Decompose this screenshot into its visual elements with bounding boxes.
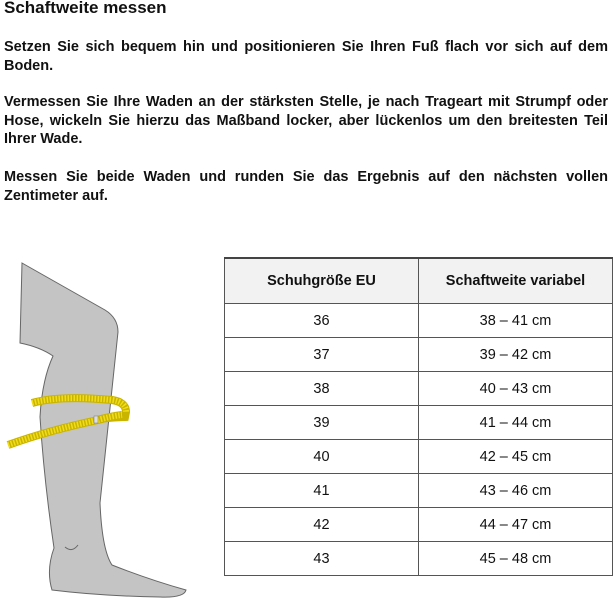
width-cell: 40 – 43 cm xyxy=(419,372,613,406)
instruction-2: Vermessen Sie Ihre Waden an der stärksten Stelle, je nach Trageart mit Strumpf oder Hose, wickeln Sie hierzu das Maßband locker, aber lückenlos um den breitesten Teil Ihrer Wade. xyxy=(4,94,608,147)
leg-measuring-illustration xyxy=(0,250,220,600)
size-cell: 37 xyxy=(225,338,419,372)
table-row xyxy=(225,474,613,508)
width-cell: 44 – 47 cm xyxy=(419,508,613,542)
size-cell: 40 xyxy=(225,440,419,474)
table-row xyxy=(225,304,613,338)
width-cell: 43 – 46 cm xyxy=(419,474,613,508)
table-row xyxy=(225,440,613,474)
table-row xyxy=(225,542,613,576)
instruction-1: Setzen Sie sich bequem hin und positionieren Sie Ihren Fuß flach vor sich auf dem Boden. xyxy=(4,39,608,74)
page-title: Schaftweite messen xyxy=(4,0,167,17)
table-row xyxy=(225,372,613,406)
width-cell: 45 – 48 cm xyxy=(419,542,613,576)
table-row xyxy=(225,406,613,440)
header-shaft-width: Schaftweite variabel xyxy=(419,258,613,304)
size-cell: 36 xyxy=(225,304,419,338)
width-cell: 42 – 45 cm xyxy=(419,440,613,474)
size-table xyxy=(224,257,613,576)
size-cell: 42 xyxy=(225,508,419,542)
size-cell: 38 xyxy=(225,372,419,406)
table-row xyxy=(225,338,613,372)
size-cell: 43 xyxy=(225,542,419,576)
table-row xyxy=(225,508,613,542)
instruction-3: Messen Sie beide Waden und runden Sie das Ergebnis auf den nächsten vollen Zentimeter auf. xyxy=(4,169,608,204)
size-cell: 39 xyxy=(225,406,419,440)
size-cell: 41 xyxy=(225,474,419,508)
width-cell: 41 – 44 cm xyxy=(419,406,613,440)
width-cell: 38 – 41 cm xyxy=(419,304,613,338)
width-cell: 39 – 42 cm xyxy=(419,338,613,372)
header-shoe-size: Schuhgröße EU xyxy=(225,258,419,304)
